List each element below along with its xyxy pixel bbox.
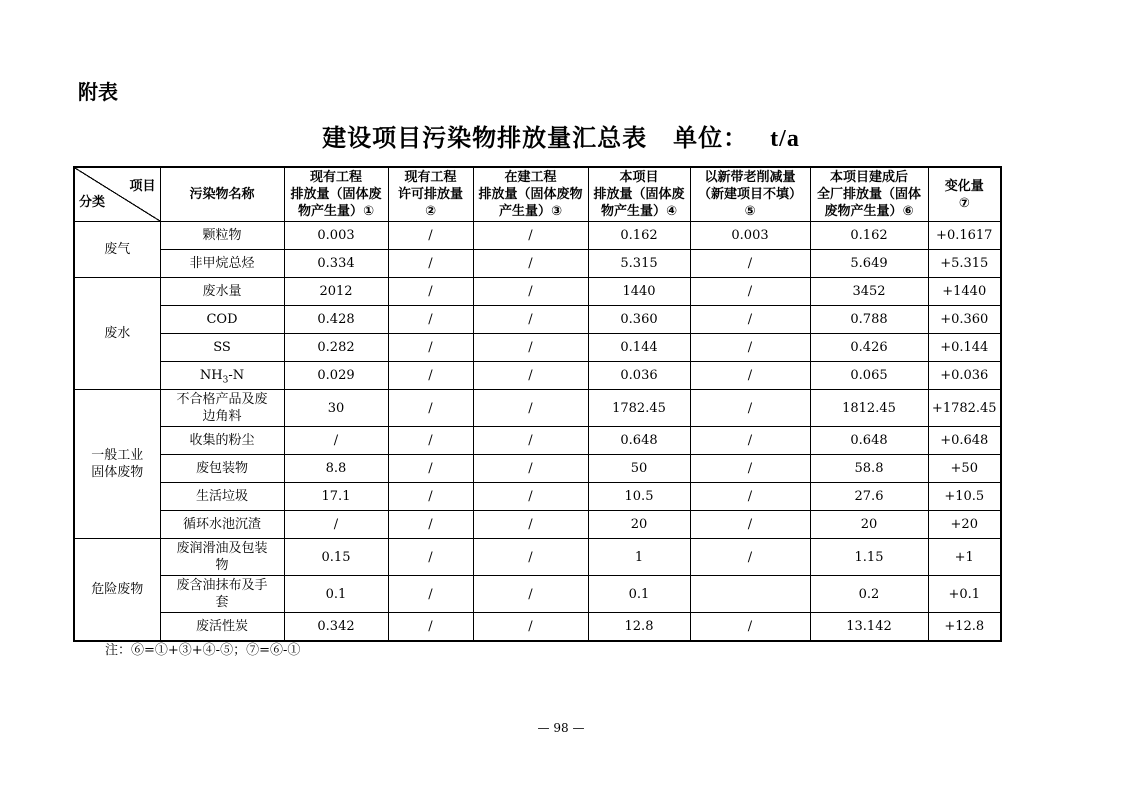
corner-header [74,167,160,222]
col-header: 变化量 ⑦ [928,167,1001,222]
pollutant-header: 污染物名称 [160,167,284,222]
value-cell: 0.003 [284,222,388,250]
page-number: — 98 — [537,721,585,735]
value-cell: / [284,427,388,455]
col-header: 本项目 排放量（固体废 物产生量）④ [588,167,690,222]
table-body [74,222,1001,642]
value-cell: +5.315 [928,250,1001,278]
value-cell: +10.5 [928,483,1001,511]
table-row [74,250,1001,278]
value-cell: / [388,539,473,576]
value-cell: 5.315 [588,250,690,278]
value-cell: / [388,362,473,390]
value-cell: / [690,306,810,334]
value-cell: 58.8 [810,455,928,483]
table-row [74,362,1001,390]
value-cell: 0.360 [588,306,690,334]
value-cell: 0.162 [810,222,928,250]
table-row [74,613,1001,642]
value-cell: / [473,511,588,539]
value-cell: 50 [588,455,690,483]
value-cell: 12.8 [588,613,690,642]
value-cell: +50 [928,455,1001,483]
value-cell: 0.1 [588,576,690,613]
pollutant-name-cell: 废包装物 [160,455,284,483]
unit-label: 单位： [673,124,749,152]
value-cell: / [473,334,588,362]
value-cell: / [473,613,588,642]
value-cell: +1782.45 [928,390,1001,427]
value-cell: / [690,613,810,642]
col-header: 现有工程 许可排放量 ② [388,167,473,222]
pollutant-name-cell: 颗粒物 [160,222,284,250]
value-cell: 1782.45 [588,390,690,427]
table-row [74,222,1001,250]
value-cell: / [388,334,473,362]
table-row [74,334,1001,362]
value-cell: / [388,427,473,455]
value-cell: +0.648 [928,427,1001,455]
value-cell: +0.360 [928,306,1001,334]
value-cell: 30 [284,390,388,427]
corner-item-label: 项目 [129,179,156,194]
pollutant-summary-table [73,166,1002,642]
value-cell: / [388,613,473,642]
table-row [74,511,1001,539]
value-cell: 0.282 [284,334,388,362]
value-cell: 3452 [810,278,928,306]
pollutant-name-cell: 废水量 [160,278,284,306]
value-cell [690,576,810,613]
value-cell: / [388,306,473,334]
value-cell: / [388,278,473,306]
table-row [74,576,1001,613]
col-header: 本项目建成后 全厂排放量（固体 废物产生量）⑥ [810,167,928,222]
value-cell: / [473,306,588,334]
value-cell: 0.2 [810,576,928,613]
value-cell: 0.162 [588,222,690,250]
value-cell: / [690,250,810,278]
value-cell: / [473,483,588,511]
value-cell: / [388,576,473,613]
appendix-label: 附表 [78,80,118,104]
value-cell: +0.036 [928,362,1001,390]
table-title [0,118,1122,153]
value-cell: 20 [810,511,928,539]
header-row [74,167,1001,222]
value-cell: 0.648 [810,427,928,455]
value-cell: 5.649 [810,250,928,278]
col-header: 以新带老削减量 （新建项目不填） ⑤ [690,167,810,222]
category-cell: 废水 [74,278,160,390]
table-row [74,539,1001,576]
value-cell: 0.1 [284,576,388,613]
value-cell: 10.5 [588,483,690,511]
value-cell: / [473,362,588,390]
table-row [74,390,1001,427]
value-cell: / [473,539,588,576]
value-cell: 20 [588,511,690,539]
value-cell: 0.144 [588,334,690,362]
value-cell: / [473,222,588,250]
corner-category-label: 分类 [79,195,106,210]
table-row [74,427,1001,455]
pollutant-name-cell: 循环水池沉渣 [160,511,284,539]
value-cell: / [473,250,588,278]
pollutant-name-cell: 废润滑油及包装 物 [160,539,284,576]
pollutant-name-cell: 收集的粉尘 [160,427,284,455]
value-cell: 0.334 [284,250,388,278]
value-cell: / [690,390,810,427]
value-cell: / [388,483,473,511]
table-row [74,278,1001,306]
value-cell: 0.003 [690,222,810,250]
value-cell: / [388,455,473,483]
value-cell: 0.428 [284,306,388,334]
value-cell: / [690,455,810,483]
value-cell: 27.6 [810,483,928,511]
value-cell: / [473,427,588,455]
value-cell: / [473,455,588,483]
col-header: 在建工程 排放量（固体废物 产生量）③ [473,167,588,222]
value-cell: / [473,390,588,427]
value-cell: / [473,576,588,613]
value-cell: / [388,511,473,539]
formula-note: 注：⑥=①+③+④-⑤；⑦=⑥-① [105,643,301,658]
value-cell: +12.8 [928,613,1001,642]
value-cell: / [690,334,810,362]
pollutant-name-cell: 不合格产品及废 边角料 [160,390,284,427]
table-row [74,483,1001,511]
value-cell: 0.15 [284,539,388,576]
value-cell: / [388,250,473,278]
value-cell: 1440 [588,278,690,306]
value-cell: 0.426 [810,334,928,362]
pollutant-name-cell: 非甲烷总烃 [160,250,284,278]
value-cell: 0.648 [588,427,690,455]
table-row [74,306,1001,334]
col-header: 现有工程 排放量（固体废 物产生量）① [284,167,388,222]
value-cell: 1 [588,539,690,576]
value-cell: / [690,427,810,455]
value-cell: 0.065 [810,362,928,390]
value-cell: 13.142 [810,613,928,642]
pollutant-name-cell: $NH_3-N$ [160,362,284,390]
value-cell: +20 [928,511,1001,539]
category-cell: 一般工业 固体废物 [74,390,160,539]
value-cell: / [284,511,388,539]
value-cell: / [690,278,810,306]
pollutant-name-cell: 废含油抹布及手 套 [160,576,284,613]
value-cell: +1440 [928,278,1001,306]
value-cell: / [690,362,810,390]
value-cell: 0.029 [284,362,388,390]
value-cell: / [690,483,810,511]
title-text: 建设项目污染物排放量汇总表 [322,124,648,152]
value-cell: +1 [928,539,1001,576]
value-cell: 0.342 [284,613,388,642]
pollutant-name-cell: SS [160,334,284,362]
pollutant-name-cell: COD [160,306,284,334]
value-cell: 0.788 [810,306,928,334]
value-cell: / [690,539,810,576]
category-cell: 废气 [74,222,160,278]
value-cell: 1812.45 [810,390,928,427]
pollutant-name-cell: 生活垃圾 [160,483,284,511]
value-cell: +0.144 [928,334,1001,362]
unit-value: t/a [770,126,800,152]
value-cell: 1.15 [810,539,928,576]
pollutant-name-cell: 废活性炭 [160,613,284,642]
value-cell: / [388,390,473,427]
value-cell: +0.1 [928,576,1001,613]
value-cell: / [388,222,473,250]
value-cell: 0.036 [588,362,690,390]
value-cell: / [690,511,810,539]
value-cell: 2012 [284,278,388,306]
category-cell: 危险废物 [74,539,160,642]
table-row [74,455,1001,483]
value-cell: / [473,278,588,306]
value-cell: +0.1617 [928,222,1001,250]
value-cell: 8.8 [284,455,388,483]
value-cell: 17.1 [284,483,388,511]
